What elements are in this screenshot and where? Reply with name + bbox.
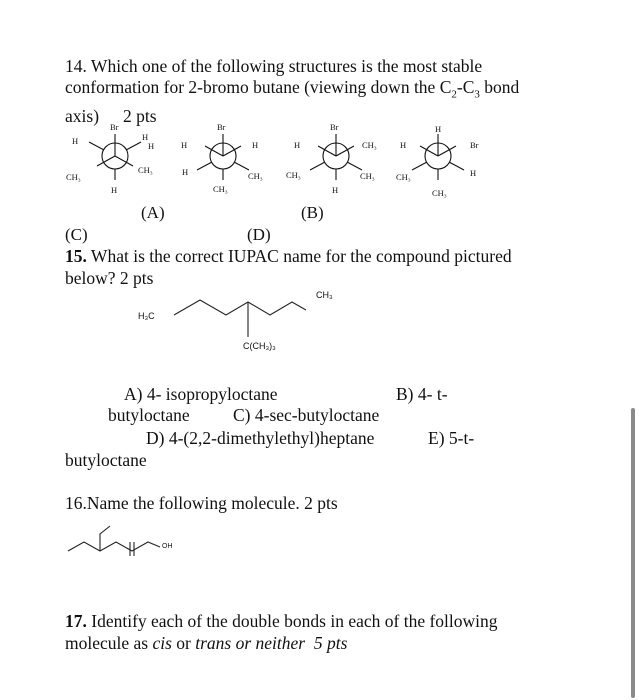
newman-projections [60,118,500,200]
q15-ch3-label: CH₃ [316,290,333,300]
q15-h3c-label: H₃C [138,311,155,321]
svg-text:H: H [470,168,477,178]
svg-text:H: H [332,185,339,195]
svg-text:H: H [294,140,301,150]
choice-a: A) 4- isopropyloctane [124,384,278,404]
svg-text:Br: Br [110,122,119,132]
question-16: 16.Name the following molecule. 2 pts [65,493,338,513]
q14-line2: conformation for 2-bromo butane (viewing down the $C_2-C_3$ bond [65,77,520,101]
svg-text:CH₃: CH₃ [286,170,301,180]
svg-text:CH₃: CH₃ [213,184,228,194]
svg-text:H: H [72,136,79,146]
question-15-line1: 15. What is the correct IUPAC name for the compound pictured [65,246,512,266]
question-17-line2: molecule as cis or trans or neither 5 pts [65,633,348,653]
question-14 [65,56,519,127]
svg-text:CH₃: CH₃ [248,171,263,181]
label-a: (A) [141,203,165,222]
svg-text:H: H [142,132,149,142]
q15-substituent-label: C(CH₃)₃ [243,341,276,351]
svg-text:Br: Br [217,122,226,132]
choice-b-cont: butyloctane [108,405,190,425]
vertical-scrollbar[interactable] [631,408,635,698]
choice-b: B) 4- t- [396,384,448,404]
question-17-line1: 17. Identify each of the double bonds in each of the following [65,611,498,631]
choice-e-cont: butyloctane [65,450,147,470]
newman-d [412,134,464,180]
svg-text:CH₃: CH₃ [360,171,375,181]
svg-text:H: H [181,140,188,150]
svg-text:H: H [148,141,155,151]
label-c: (C) [65,225,88,244]
svg-text:H: H [435,124,442,134]
choice-d: D) 4-(2,2-dimethylethyl)heptane [146,428,375,448]
svg-text:H: H [182,167,189,177]
svg-text:Br: Br [470,140,479,150]
newman-b [197,134,249,180]
label-b: (B) [301,203,324,222]
question-15-line2: below? 2 pts [65,268,154,288]
choice-c: C) 4-sec-butyloctane [233,405,380,425]
svg-text:Br: Br [330,122,339,132]
label-d: (D) [247,225,271,244]
q14-line1: 14. Which one of the following structures is the most stable [65,56,483,76]
newman-c [310,134,362,180]
q15-molecule [130,285,360,357]
newman-a [89,134,141,180]
svg-text:CH₃: CH₃ [432,188,447,198]
choice-e: E) 5-t- [428,428,475,448]
svg-text:H: H [111,185,118,195]
svg-text:CH₃: CH₃ [66,172,81,182]
q14-line3: axis) 2 pts [65,105,157,126]
svg-text:CH₃: CH₃ [362,140,377,150]
svg-text:CH₃: CH₃ [396,172,411,182]
svg-text:H: H [252,140,259,150]
q16-oh-label: OH [162,543,173,550]
q16-molecule [60,520,200,562]
svg-text:CH₃: CH₃ [138,165,153,175]
svg-text:H: H [400,140,407,150]
